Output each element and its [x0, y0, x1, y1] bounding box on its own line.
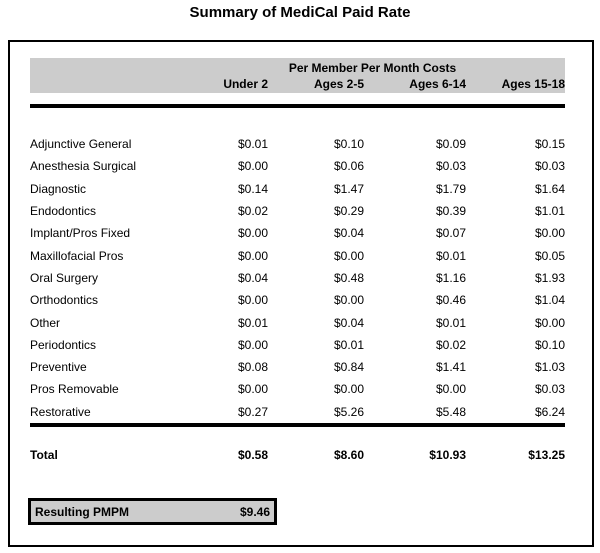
row-value: $0.00 [237, 159, 268, 174]
row-value: $0.04 [333, 315, 364, 330]
row-value: $0.00 [534, 226, 565, 241]
row-value: $0.10 [333, 137, 364, 152]
row-value: $0.05 [534, 248, 565, 263]
row-value: $0.00 [333, 382, 364, 397]
row-value: $0.00 [237, 226, 268, 241]
spacer [30, 108, 565, 133]
row-label: Endodontics [30, 204, 97, 219]
row-value: $0.01 [237, 137, 268, 152]
table-row [30, 200, 565, 222]
column-header-ages-2-5: Ages 2-5 [268, 75, 364, 93]
row-value: $0.00 [237, 293, 268, 308]
row-label: Maxillofacial Pros [30, 248, 124, 263]
total-ages-2-5: $8.60 [333, 447, 364, 462]
row-value: $0.06 [333, 159, 364, 174]
table-row [30, 244, 565, 266]
row-value: $0.29 [333, 204, 364, 219]
table-footer [30, 423, 565, 466]
table-row [30, 133, 565, 155]
column-header-ages-6-14: Ages 6-14 [364, 75, 466, 93]
table-row [30, 378, 565, 400]
row-value: $0.03 [534, 159, 565, 174]
row-label: Other [30, 315, 61, 330]
row-value: $0.04 [333, 226, 364, 241]
row-value: $0.03 [435, 159, 466, 174]
spacer [30, 427, 565, 444]
total-row [30, 444, 565, 466]
row-value: $0.02 [237, 204, 268, 219]
resulting-pmpm-box [28, 498, 277, 525]
column-header-ages-15-18: Ages 15-18 [466, 75, 565, 93]
row-value: $0.01 [435, 315, 466, 330]
table-row [30, 356, 565, 378]
total-ages-15-18: $13.25 [528, 447, 565, 462]
row-value: $0.48 [333, 270, 364, 285]
row-value: $0.00 [333, 293, 364, 308]
row-label: Adjunctive General [30, 137, 132, 152]
column-header-empty [30, 75, 180, 93]
row-value: $5.26 [333, 404, 364, 419]
row-label: Oral Surgery [30, 270, 99, 285]
row-value: $0.15 [534, 137, 565, 152]
table-row [30, 267, 565, 289]
table-row [30, 222, 565, 244]
row-value: $6.24 [534, 404, 565, 419]
column-header-under-2: Under 2 [180, 75, 268, 93]
row-value: $0.01 [237, 315, 268, 330]
row-value: $0.27 [237, 404, 268, 419]
row-value: $0.10 [534, 337, 565, 352]
row-value: $0.00 [534, 315, 565, 330]
table-body [30, 133, 565, 423]
table-header [30, 58, 565, 133]
spacer [30, 93, 565, 104]
report-frame [8, 40, 594, 547]
group-header-row [30, 58, 565, 75]
total-ages-6-14: $10.93 [429, 447, 466, 462]
row-value: $1.47 [333, 181, 364, 196]
pmpm-value: $9.46 [239, 504, 270, 519]
row-label: Orthodontics [30, 293, 99, 308]
total-under-2: $0.58 [237, 447, 268, 462]
row-value: $1.64 [534, 181, 565, 196]
row-label: Pros Removable [30, 382, 119, 397]
row-value: $0.00 [333, 248, 364, 263]
row-label: Restorative [30, 404, 91, 419]
row-label: Preventive [30, 360, 87, 375]
row-value: $1.79 [435, 181, 466, 196]
row-value: $0.00 [435, 382, 466, 397]
row-value: $0.04 [237, 270, 268, 285]
row-label: Anesthesia Surgical [30, 159, 137, 174]
column-header-row [30, 75, 565, 93]
group-header-label: Per Member Per Month Costs [180, 58, 565, 75]
row-value: $0.09 [435, 137, 466, 152]
row-value: $0.01 [435, 248, 466, 263]
group-header-corner [30, 58, 180, 75]
row-value: $0.00 [237, 382, 268, 397]
row-value: $0.14 [237, 181, 268, 196]
row-label: Periodontics [30, 337, 97, 352]
row-value: $0.07 [435, 226, 466, 241]
row-value: $0.39 [435, 204, 466, 219]
row-value: $0.46 [435, 293, 466, 308]
table-row [30, 155, 565, 177]
table-row [30, 178, 565, 200]
row-value: $0.00 [237, 248, 268, 263]
total-label: Total [30, 447, 58, 462]
table-row [30, 289, 565, 311]
row-value: $1.04 [534, 293, 565, 308]
table-row [30, 401, 565, 423]
table-row [30, 311, 565, 333]
row-value: $1.03 [534, 360, 565, 375]
row-value: $1.16 [435, 270, 466, 285]
row-value: $0.02 [435, 337, 466, 352]
row-value: $1.01 [534, 204, 565, 219]
row-value: $0.84 [333, 360, 364, 375]
row-value: $5.48 [435, 404, 466, 419]
table-row [30, 334, 565, 356]
cost-table [30, 58, 565, 466]
row-value: $0.08 [237, 360, 268, 375]
row-value: $0.00 [237, 337, 268, 352]
page-title: Summary of MediCal Paid Rate [189, 4, 411, 21]
row-value: $0.01 [333, 337, 364, 352]
pmpm-label: Resulting PMPM [35, 504, 130, 519]
row-value: $0.03 [534, 382, 565, 397]
row-value: $1.41 [435, 360, 466, 375]
row-label: Implant/Pros Fixed [30, 226, 131, 241]
row-value: $1.93 [534, 270, 565, 285]
row-label: Diagnostic [30, 181, 87, 196]
